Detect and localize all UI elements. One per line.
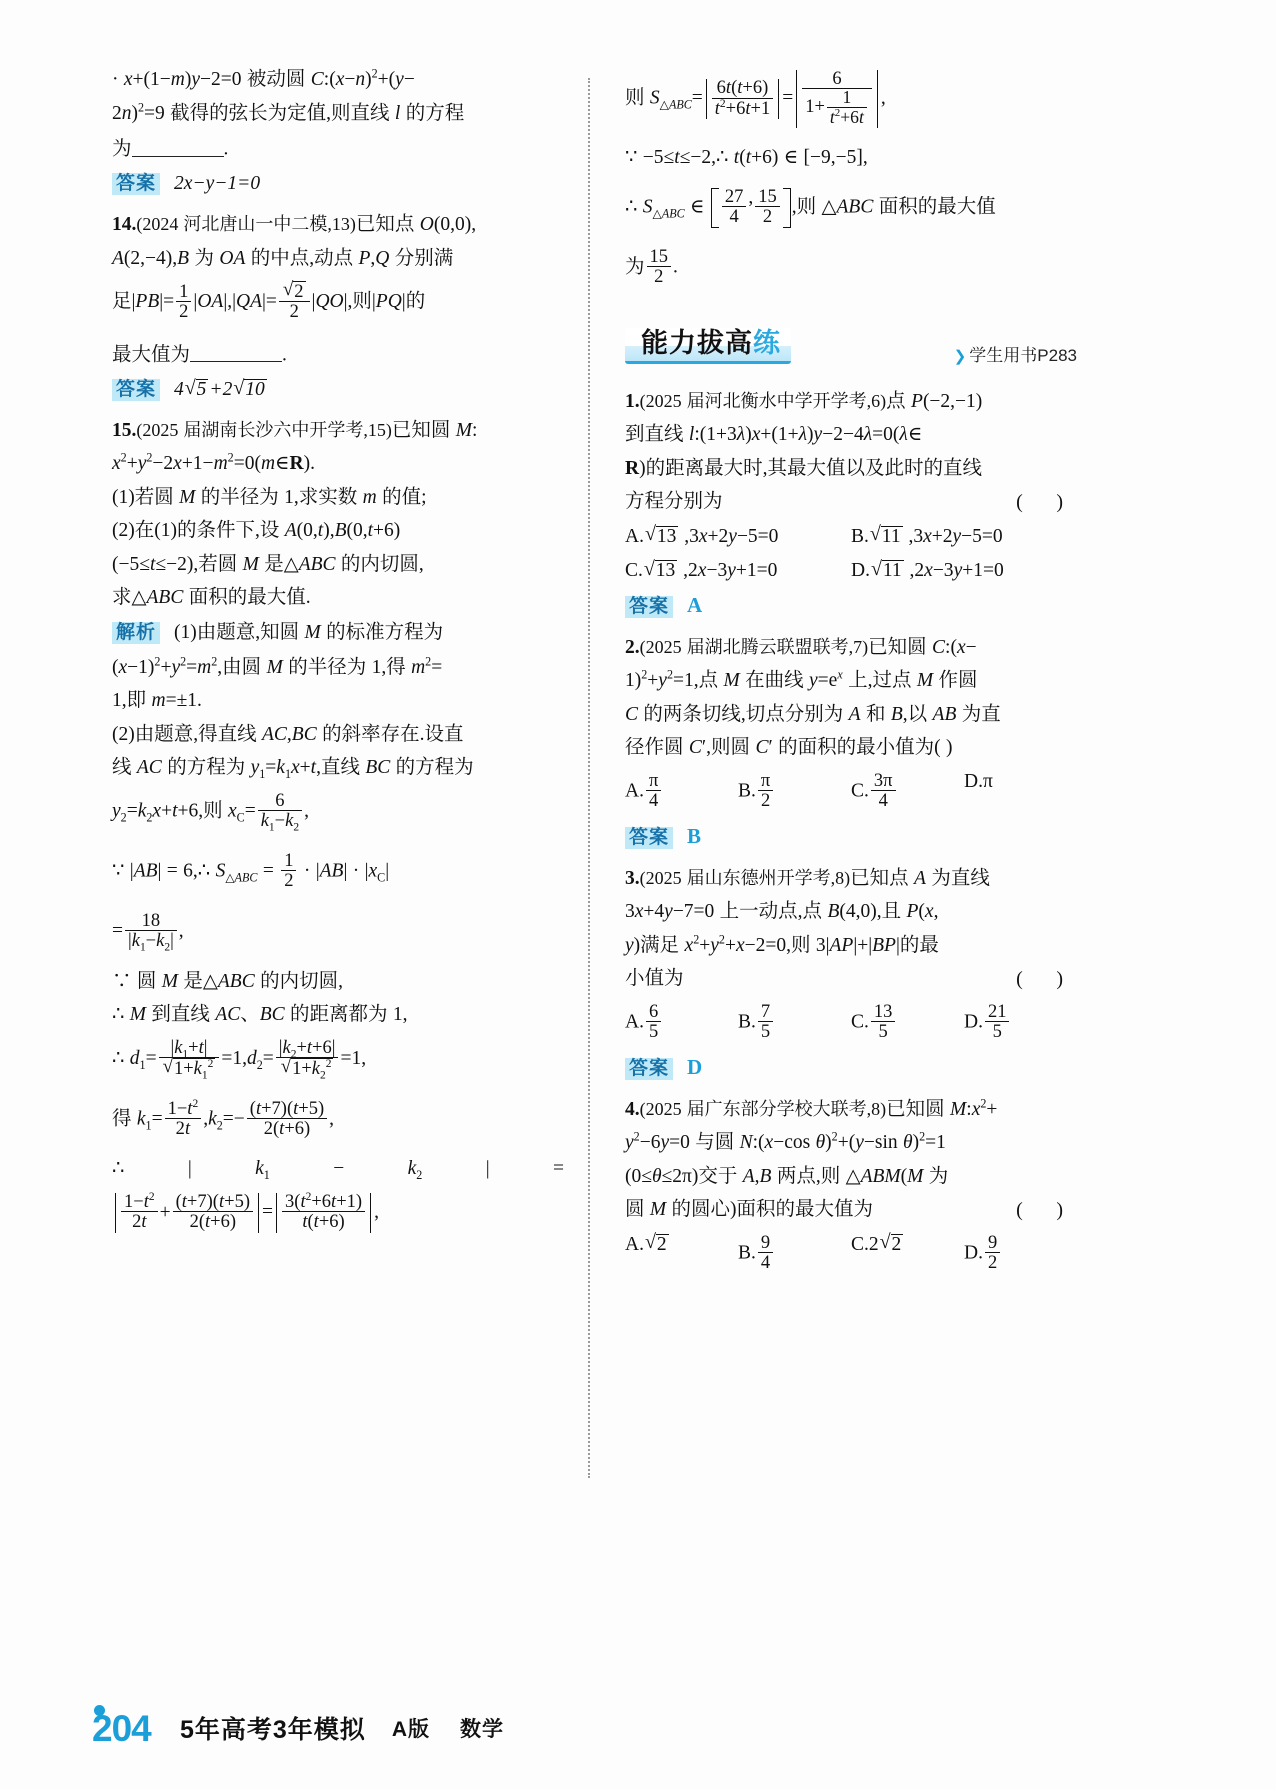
cont-line-3: ∴ $S_{\triangle ABC}$ ∈ $\frac{27}{4}$ , $\frac{15}{2}$ ,则 △ABC 面积的最大值	[625, 185, 996, 228]
q14-line-1: 14.(2024 河北唐山一中二模,13)已知点 O(0,0),	[112, 214, 477, 236]
r-q3-line-1: 3.(2025 届山东德州开学考,8)已知点 A 为直线	[625, 867, 990, 889]
page-number-group	[92, 1704, 170, 1752]
r-q1-line-3: R)的距离最大时,其最大值以及此时的直线	[625, 457, 982, 479]
r-q4-options	[625, 1231, 1077, 1274]
r-q3-options	[625, 1000, 1077, 1043]
answer-badge: 答案	[625, 827, 673, 849]
q15-part2-a: (2)在(1)的条件下,设 A(0,t),B(0,t+6)	[112, 520, 401, 542]
r-q4-line-3: (0≤θ≤2π)交于 A,B 两点,则 △ABM(M 为	[625, 1165, 949, 1187]
q15-analysis-line-4: (2)由题意,得直线 AC,BC 的斜率存在.设直	[112, 723, 464, 745]
answer-value: 4 √ 5 +2 √ 10	[174, 379, 268, 400]
question-source: (2025 届湖南长沙六中开学考,15)	[136, 419, 392, 440]
section-header	[625, 328, 1077, 370]
q15-part2-c: 求△ABC 面积的最大值.	[112, 587, 311, 609]
option-d[interactable]: D. √ 11 ,2x−3y+1=0	[851, 560, 1077, 581]
question-number: 3.	[625, 867, 640, 889]
abs-expr-2: 6 1+ $\frac{1}{t^2+6t}$	[793, 70, 881, 128]
abs-group-left: $\frac{1-t^2}{2t}$ + $\frac{(t+7)(t+5)}{2(t+6)}$	[112, 1193, 262, 1233]
chevron-right-icon: ❯	[953, 347, 967, 365]
footer-book-title: 5年高考3年模拟	[180, 1716, 366, 1744]
answer-badge: 答案	[112, 173, 160, 195]
book-reference-text: 学生用书P283	[969, 345, 1077, 365]
q15-part2-b: (−5≤t≤−2),若圆 M 是△ABC 的内切圆,	[112, 553, 424, 575]
option-d[interactable]: D.π	[964, 770, 993, 792]
page-number: 204	[92, 1708, 151, 1749]
analysis-badge: 解析	[112, 622, 160, 644]
answer-paren[interactable]: ( )	[1016, 968, 1077, 991]
book-reference	[954, 347, 1077, 364]
q15-analysis-line-2: $(x-1)^2+y^2=m^2$,由圆 M 的半径为 1,得 $m^2=$	[112, 654, 443, 678]
question-number: 14.	[112, 214, 137, 236]
bracket-interval: $\frac{27}{4}$ , $\frac{15}{2}$	[710, 188, 792, 228]
q14-line-4: 最大值为 .	[112, 344, 287, 366]
r-q1-line-2: 到直线 l:(1+3λ)x+(1+λ)y−2−4λ=0(λ∈	[625, 424, 923, 446]
option-b[interactable]: B. $\frac{9}{4}$	[738, 1234, 851, 1274]
question-source: (2025 届河北衡水中学开学考,6)	[639, 390, 887, 411]
answer-letter: B	[687, 823, 702, 848]
fraction-sqrt2-over-2: √ $\frac{2}{2}$	[279, 281, 310, 322]
question-source: (2024 河北唐山一中二模,13)	[136, 214, 356, 235]
r-q3-line-3: y)满足 $x^2+y^2+x-2=0$,则 3|AP|+|BP|的最	[625, 932, 939, 956]
option-a[interactable]: A. $\frac{6}{5}$	[625, 1003, 738, 1043]
q15-analysis-line-3: 1,即 m=±1.	[112, 690, 202, 712]
section-title-accent: 练	[753, 327, 781, 358]
section-banner	[625, 328, 791, 364]
q13-answer	[112, 173, 564, 195]
fraction-d1: $|k_1+t|$ √ $1+k_1^2$	[159, 1038, 220, 1079]
option-d[interactable]: D. $\frac{9}{2}$	[964, 1234, 1077, 1274]
q15-equation: $x^2+y^2-2x+1-m^2=0(m\in R)$.	[112, 450, 315, 475]
answer-value: 2x−y−1=0	[174, 173, 261, 195]
question-number: 2.	[625, 636, 640, 658]
answer-letter: D	[687, 1054, 703, 1079]
option-b[interactable]: B. √ 11 ,3x+2y−5=0	[851, 526, 1077, 547]
r-q4-line-4: 圆 M 的圆心)面积的最大值为 ( )	[625, 1199, 1077, 1222]
q13-bullet: ·	[112, 69, 119, 90]
question-number: 15.	[112, 419, 137, 441]
question-source: (2025 届山东德州开学考,8)	[639, 867, 851, 888]
fraction-xc: $\frac{6}{k_1-k_2}$	[258, 791, 302, 831]
q15-part1: (1)若圆 M 的半径为 1,求实数 m 的值;	[112, 486, 427, 508]
q15-analysis-line-10: ∴ M 到直线 AC、BC 的距离都为 1,	[112, 1004, 408, 1026]
question-source: (2025 届湖北腾云联盟联考,7)	[639, 636, 869, 657]
question-number: 4.	[625, 1098, 640, 1120]
q15-analysis-line-13: ∴ | $k_1$ − $k_2$ | =	[112, 1158, 564, 1183]
option-c[interactable]: C.2 √ 2	[851, 1234, 964, 1274]
q15-analysis-line-8: = $\frac{18}{|k_1-k_2|}$ ,	[112, 909, 184, 954]
abs-expr-1: $\frac{6t(t+6)}{t^2+6t+1}$	[703, 79, 782, 119]
r-q2-answer	[625, 823, 1077, 849]
r-q3-answer	[625, 1054, 1077, 1080]
q15-analysis-line-7: ∵ |AB| = 6,∴ $S_{\triangle ABC}$ = $\frac{1}{2}$ · $|AB| \cdot |x_C|$	[112, 849, 390, 892]
answer-badge: 答案	[625, 1058, 673, 1080]
cont-line-2: ∵ −5≤t≤−2,∴ t(t+6) ∈ [−9,−5],	[625, 147, 868, 169]
abs-group-right: $\frac{3(t^2+6t+1)}{t(t+6)}$	[273, 1193, 374, 1233]
r-q2-options	[625, 769, 1077, 812]
option-b[interactable]: B. $\frac{7}{5}$	[738, 1003, 851, 1043]
fraction-k1: $\frac{1-t^2}{2t}$	[165, 1099, 202, 1139]
q15-analysis-line-11: ∴ $d_1=$ $|k_1+t|$ √ $1+k_1^2$ $=1,d_2=$ $|k_2+t+6|$ √ $1+k_2^2$ =1,	[112, 1039, 564, 1080]
q15-analysis-line-1: 解析 (1)由题意,知圆 M 的标准方程为	[112, 622, 564, 644]
answer-badge: 答案	[112, 379, 160, 401]
q14-answer	[112, 379, 564, 401]
r-q2-line-1: 2.(2025 届湖北腾云联盟联考,7)已知圆 C:(x−	[625, 636, 977, 658]
fill-blank[interactable]	[190, 343, 282, 363]
footer-subject: 数学	[459, 1718, 504, 1741]
question-number: 1.	[625, 390, 640, 412]
r-q1-line-4: 方程分别为 ( )	[625, 491, 1077, 514]
fraction-18-over-abs-k1-k2: $\frac{18}{|k_1-k_2|}$	[125, 911, 177, 951]
fraction-half: $\frac{1}{2}$	[176, 282, 191, 322]
fraction-15-over-2: $\frac{15}{2}$	[647, 247, 672, 287]
q15-analysis-line-14: $\frac{1-t^2}{2t}$ + $\frac{(t+7)(t+5)}{2(t+6)}$ = $\frac{3(t^2+6t+1)}{t(t+6)}$ ,	[112, 1193, 564, 1233]
q13-line-2: 2n)$^2$=9 截得的弦长为定值,则直线 l 的方程	[112, 100, 465, 124]
fill-blank[interactable]	[132, 137, 224, 157]
r-q4-line-2: $y^2-6y=0$ 与圆 N:(x−cos θ)$^2$+(y−sin θ)$^2$=1	[625, 1129, 946, 1154]
r-q1-options-row-2	[625, 560, 1077, 581]
option-c[interactable]: C. √ 13 ,2x−3y+1=0	[625, 560, 851, 581]
r-q3-line-4: 小值为 ( )	[625, 968, 1077, 991]
cont-line-4: 为 $\frac{15}{2}$ .	[625, 245, 678, 288]
q15-analysis-line-9: ∵ 圆 M 是△ABC 的内切圆,	[112, 970, 343, 992]
option-c[interactable]: C. $\frac{13}{5}$	[851, 1003, 964, 1043]
q14-line-3: 足|PB|= $\frac{1}{2}$ |OA|,|QA|= √ $\frac{2}{2}$ |QO|,则|PQ|的	[112, 282, 564, 323]
r-q4-line-1: 4.(2025 届广东部分学校大联考,8)已知圆 $M:x^2+$	[625, 1096, 998, 1120]
option-a[interactable]: A. √ 13 ,3x+2y−5=0	[625, 526, 851, 547]
r-q2-line-2: $1)^2+y^2=1$,点 M 在曲线 $y=e^x$ 上,过点 M 作圆	[625, 667, 978, 692]
r-q3-line-2: 3x+4y−7=0 上一动点,点 B(4,0),且 P(x,	[625, 901, 939, 923]
answer-paren[interactable]: ( )	[1016, 1199, 1077, 1222]
option-b[interactable]: B. $\frac{\pi}{2}$	[738, 772, 851, 812]
r-q2-line-4: 径作圆 C′,则圆 C′ 的面积的最小值为( )	[625, 737, 953, 759]
fraction-k2: $\frac{(t+7)(t+5)}{2(t+6)}$	[247, 1099, 327, 1139]
r-q1-answer	[625, 592, 1077, 618]
r-q1-line-1: 1.(2025 届河北衡水中学开学考,6)点 P(−2,−1)	[625, 390, 983, 412]
fraction-d2: $|k_2+t+6|$ √ $1+k_2^2$	[276, 1038, 339, 1079]
page-footer	[92, 1704, 504, 1752]
option-a[interactable]: A. $\frac{\pi}{4}$	[625, 772, 738, 812]
footer-edition: A版	[391, 1718, 430, 1741]
q15-analysis-line-5: 线 AC 的方程为 $y_1=k_1x+t$,直线 BC 的方程为	[112, 757, 474, 782]
answer-paren[interactable]: ( )	[1016, 491, 1077, 514]
q15-analysis-line-12: 得 $k_1=$ $\frac{1-t^2}{2t}$ $,k_2=-$ $\frac{(t+7)(t+5)}{2(t+6)}$ ,	[112, 1097, 335, 1140]
r-q2-line-3: C 的两条切线,切点分别为 A 和 B,以 AB 为直	[625, 703, 1001, 725]
q13-line-1: · x+(1−m)y−2=0 被动圆 $C:(x-n)^2+(y-$	[112, 66, 415, 90]
fraction-half: $\frac{1}{2}$	[281, 851, 296, 891]
option-c[interactable]: C. $\frac{3\pi}{4}$	[851, 772, 964, 812]
cont-line-1: 则 $S_{\triangle ABC}=$ $\frac{6t(t+6)}{t^2+6t+1}$ = 6 1+ $\frac{1}{t^2+6t}$ ,	[625, 68, 886, 127]
left-column	[112, 66, 564, 1247]
option-d[interactable]: D. $\frac{21}{5}$	[964, 1003, 1077, 1043]
answer-paren[interactable]: ( )	[934, 737, 953, 759]
q15-analysis-line-6: $y_2=k_2x+t+6$,则 $x_C=$ $\frac{6}{k_1-k_2}$ ,	[112, 789, 309, 835]
section-title-main: 能力拔高	[641, 327, 753, 358]
q14-line-2: A(2,−4),B 为 OA 的中点,动点 P,Q 分别满	[112, 247, 454, 269]
answer-badge: 答案	[625, 596, 673, 618]
q13-line-3: 为 .	[112, 138, 229, 160]
q15-line-1: 15.(2025 届湖南长沙六中开学考,15)已知圆 M:	[112, 419, 478, 441]
question-source: (2025 届广东部分学校大联考,8)	[639, 1098, 887, 1119]
column-divider	[588, 78, 590, 1478]
right-column	[625, 70, 1077, 1287]
r-q1-options-row-1	[625, 526, 1077, 547]
answer-letter: A	[687, 592, 703, 617]
option-a[interactable]: A. √ 2	[625, 1234, 738, 1274]
